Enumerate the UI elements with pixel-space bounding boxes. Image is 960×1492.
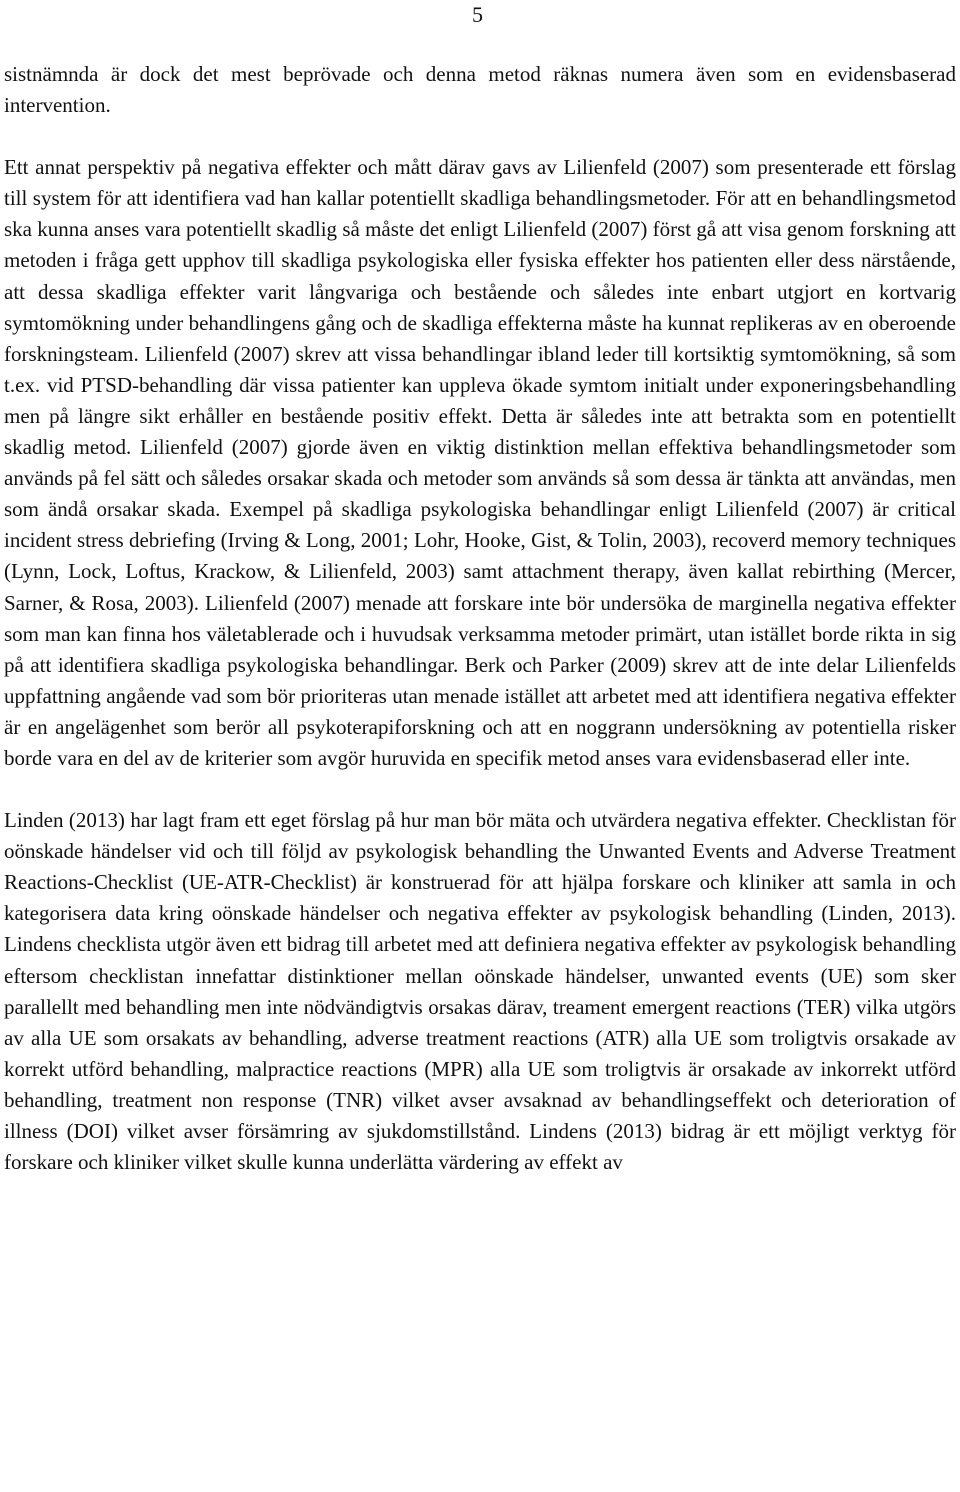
paragraph-2: Ett annat perspektiv på negativa effekter och mått därav gavs av Lilienfeld (2007) som presenterade ett förslag till system för att identifiera vad han kallar potentiellt skadliga behandlingsmetoder. För att en behandlingsmetod ska kunna anses vara potentiellt skadlig så måste det enligt Lilienfeld (2007) först gå att visa genom forskning att metoden i fråga gett upphov till skadliga psykologiska eller fysiska effekter hos patienten eller dess närstående, att dessa skadliga effekter varit långvariga och bestående och således inte enbart utgjort en kortvarig symtomökning under behandlingens gång och de skadliga effekterna måste ha kunnat replikeras av en oberoende forskningsteam. Lilienfeld (2007) skrev att vissa behandlingar ibland leder till kortsiktig symtomökning, så som t.ex. vid PTSD-behandling där vissa patienter kan uppleva ökade symtom initialt under exponeringsbehandling men på längre sikt erhåller en bestående positiv effekt. Detta är således inte att betrakta som en potentiellt skadlig metod. Lilienfeld (2007) gjorde även en viktig distinktion mellan effektiva behandlingsmetoder som används på fel sätt och således orsakar skada och metoder som används så som dessa är tänkta att användas, men som ändå orsakar skada. Exempel på skadliga psykologiska behandlingar enligt Lilienfeld (2007) är critical incident stress debriefing (Irving & Long, 2001; Lohr, Hooke, Gist, & Tolin, 2003), recoverd memory techniques (Lynn, Lock, Loftus, Krackow, & Lilienfeld, 2003) samt attachment therapy, även kallat rebirthing (Mercer, Sarner, & Rosa, 2003). Lilienfeld (2007) menade att forskare inte bör undersöka de marginella negativa effekter som man kan finna hos väletablerade och i huvudsak verksamma metoder primärt, utan istället borde rikta in sig på att identifiera skadliga psykologiska behandlingar. Berk och Parker (2009) skrev att de inte delar Lilienfelds uppfattning angående vad som bör prioriteras utan menade istället att arbetet med att identifiera negativa effekter är en angelägenhet som berör all psykoterapiforskning och att en noggrann undersökning av potentiella risker borde vara en del av de kriterier som avgör huruvida en specifik metod anses vara evidensbaserad eller inte. bbox=[4, 155, 956, 770]
document-body bbox=[4, 59, 956, 1178]
paragraph-1: sistnämnda är dock det mest beprövade och denna metod räknas numera även som en evidensbaserad intervention. bbox=[4, 62, 956, 118]
paragraph-3: Linden (2013) har lagt fram ett eget förslag på hur man bör mäta och utvärdera negativa effekter. Checklistan för oönskade händelser vid och till följd av psykologisk behandling the Unwanted Events and Adverse Treatment Reactions-Checklist (UE-ATR-Checklist) är konstruerad för att hjälpa forskare och kliniker att samla in och kategorisera data kring oönskade händelser och negativa effekter av psykologisk behandling (Linden, 2013). Lindens checklista utgör även ett bidrag till arbetet med att definiera negativa effekter av psykologisk behandling eftersom checklistan innefattar distinktioner mellan oönskade händelser, unwanted events (UE) som sker parallellt med behandling men inte nödvändigtvis orsakas därav, treament emergent reactions (TER) vilka utgörs av alla UE som orsakats av behandling, adverse treatment reactions (ATR) alla UE som troligtvis orsakade av korrekt utförd behandling, malpractice reactions (MPR) alla UE som troligtvis är orsakade av inkorrekt utförd behandling, treatment non response (TNR) vilket avser avsaknad av behandlingseffekt och deterioration of illness (DOI) vilket avser försämring av sjukdomstillstånd. Lindens (2013) bidrag är ett möjligt verktyg för forskare och kliniker vilket skulle kunna underlätta värdering av effekt av bbox=[4, 808, 956, 1175]
page-number: 5 bbox=[472, 2, 483, 27]
